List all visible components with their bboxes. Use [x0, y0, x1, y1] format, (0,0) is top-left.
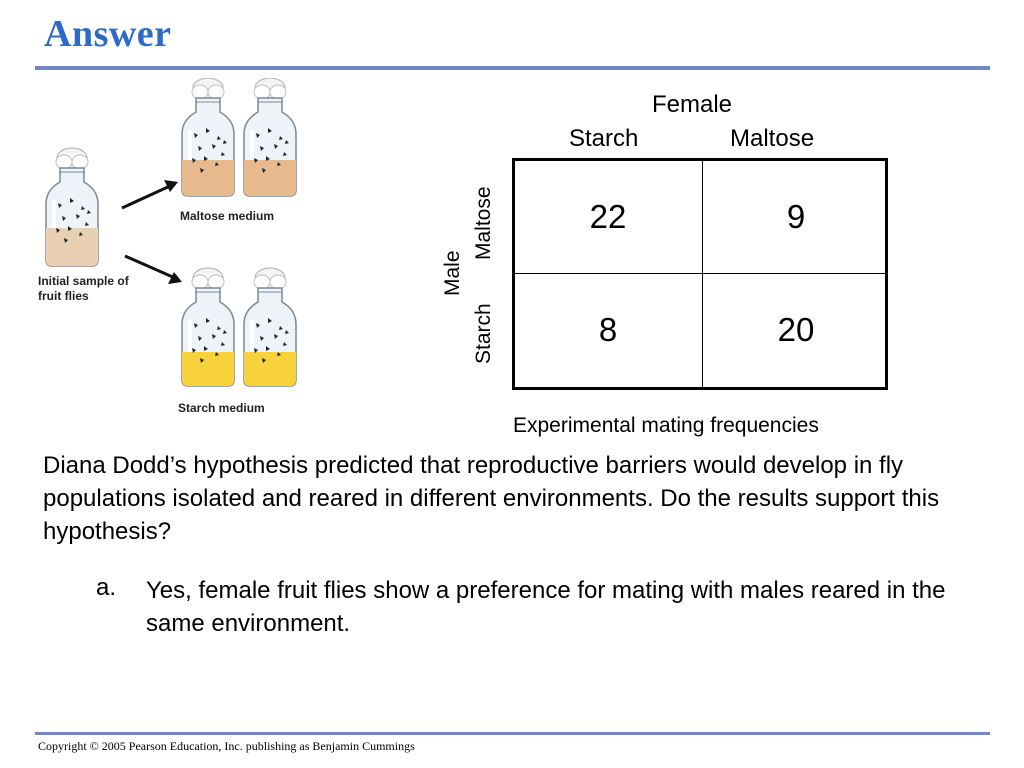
fly-bottles-illustration: [30, 78, 330, 428]
title-divider: [35, 66, 990, 70]
copyright-notice: Copyright © 2005 Pearson Education, Inc. publishing as Benjamin Cummings: [38, 739, 415, 753]
cell-maltose-male-maltose-female: 9: [786, 198, 806, 235]
maltose-medium-label: Maltose medium: [180, 209, 275, 223]
male-row-starch: Starch: [472, 303, 495, 364]
answer-text: Yes, female fruit flies show a preference for mating with males reared in the same environment.: [146, 577, 946, 637]
mating-frequency-table: [512, 158, 888, 390]
female-col-maltose: Maltose: [730, 125, 815, 152]
cell-starch-male-maltose-female: 20: [777, 311, 815, 348]
table-caption: Experimental mating frequencies: [513, 414, 819, 437]
female-col-starch: Starch: [569, 125, 639, 152]
male-header: Male: [441, 250, 464, 296]
footer-divider: [35, 732, 990, 735]
starch-medium-label: Starch medium: [178, 401, 265, 415]
cell-maltose-male-starch-female: 22: [589, 198, 627, 235]
male-row-maltose: Maltose: [472, 186, 495, 260]
slide-title: Answer: [44, 13, 172, 55]
question-text: Diana Dodd’s hypothesis predicted that reproductive barriers would develop in fly populations isolated and reared in different environments. Do the results support this hypothesis?: [43, 452, 940, 545]
bottles-drawing: [30, 78, 330, 428]
initial-sample-label: Initial sample of fruit flies: [38, 274, 129, 303]
female-header: Female: [652, 91, 733, 118]
answer-marker: a.: [96, 574, 117, 601]
cell-starch-male-starch-female: 8: [598, 311, 618, 348]
